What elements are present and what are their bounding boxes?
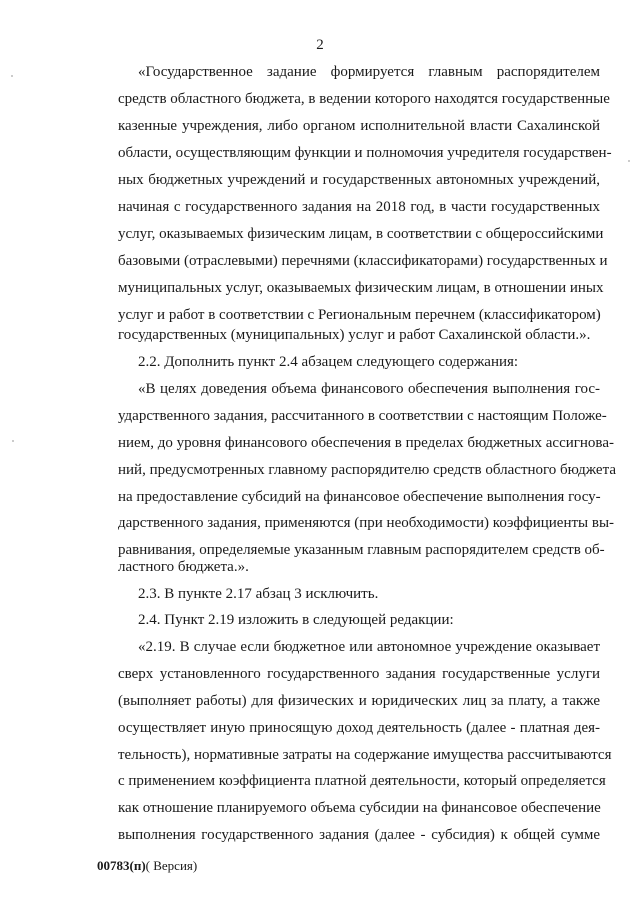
scan-speck (628, 160, 630, 162)
text-line: ластного бюджета.». (118, 559, 249, 575)
text-line: ударственного задания, рассчитанного в соответствии с настоящим Положе- (118, 408, 607, 424)
text-line: муниципальных услуг, оказываемых физическим лицам, в отношении иных (118, 280, 604, 296)
text-line: сверх установленного государственного задания государственные услуги (118, 666, 600, 682)
text-line: области, осуществляющим функции и полномочия учредителя государствен- (118, 145, 612, 161)
text-line: «Государственное задание формируется главным распорядителем (138, 64, 600, 80)
scan-speck (12, 440, 14, 442)
document-footer (97, 858, 197, 874)
text-line: казенные учреждения, либо органом исполнительной власти Сахалинской (118, 118, 600, 134)
text-line: «В целях доведения объема финансового обеспечения выполнения гос- (138, 381, 600, 397)
text-line: выполнения государственного задания (далее - субсидия) к общей сумме (118, 827, 600, 843)
text-line: ных бюджетных учреждений и государственных автономных учреждений, (118, 172, 600, 188)
text-line: (выполняет работы) для физических и юридических лиц за плату, а также (118, 693, 600, 709)
text-line: 2.4. Пункт 2.19 изложить в следующей редакции: (138, 612, 454, 628)
text-line: 2.2. Дополнить пункт 2.4 абзацем следующего содержания: (138, 354, 519, 370)
text-line: нием, до уровня финансового обеспечения в пределах бюджетных ассигнова- (118, 435, 614, 451)
document-version: ( Версия) (145, 858, 198, 873)
document-code: 00783(п) (97, 858, 146, 873)
text-line: государственных (муниципальных) услуг и работ Сахалинской области.». (118, 327, 591, 343)
text-line: осуществляет иную приносящую доход деятельность (далее - платная дея- (118, 720, 600, 736)
text-line: на предоставление субсидий на финансовое обеспечение выполнения госу- (118, 489, 601, 505)
text-line: с применением коэффициента платной деятельности, который определяется (118, 773, 606, 789)
text-line: начиная с государственного задания на 2018 год, в части государственных (118, 199, 600, 215)
text-line: услуг, оказываемых физическим лицам, в соответствии с общероссийскими (118, 226, 604, 242)
text-line: дарственного задания, применяются (при необходимости) коэффициенты вы- (118, 515, 615, 531)
text-line: как отношение планируемого объема субсидии на финансовое обеспечение (118, 800, 601, 816)
text-line: услуг и работ в соответствии с Региональным перечнем (классификатором) (118, 307, 601, 323)
text-line: равнивания, определяемые указанным главным распорядителем средств об- (118, 542, 605, 558)
text-line: базовыми (отраслевыми) перечнями (классификаторами) государственных и (118, 253, 608, 269)
text-line: 2.3. В пункте 2.17 абзац 3 исключить. (138, 586, 379, 602)
scan-speck (11, 75, 13, 77)
page-number: 2 (316, 37, 324, 53)
text-line: «2.19. В случае если бюджетное или автономное учреждение оказывает (138, 639, 600, 655)
text-line: тельность), нормативные затраты на содержание имущества рассчитываются (118, 747, 612, 763)
text-line: средств областного бюджета, в ведении которого находятся государственные (118, 91, 610, 107)
text-line: ний, предусмотренных главному распорядителю средств областного бюджета (118, 462, 616, 478)
